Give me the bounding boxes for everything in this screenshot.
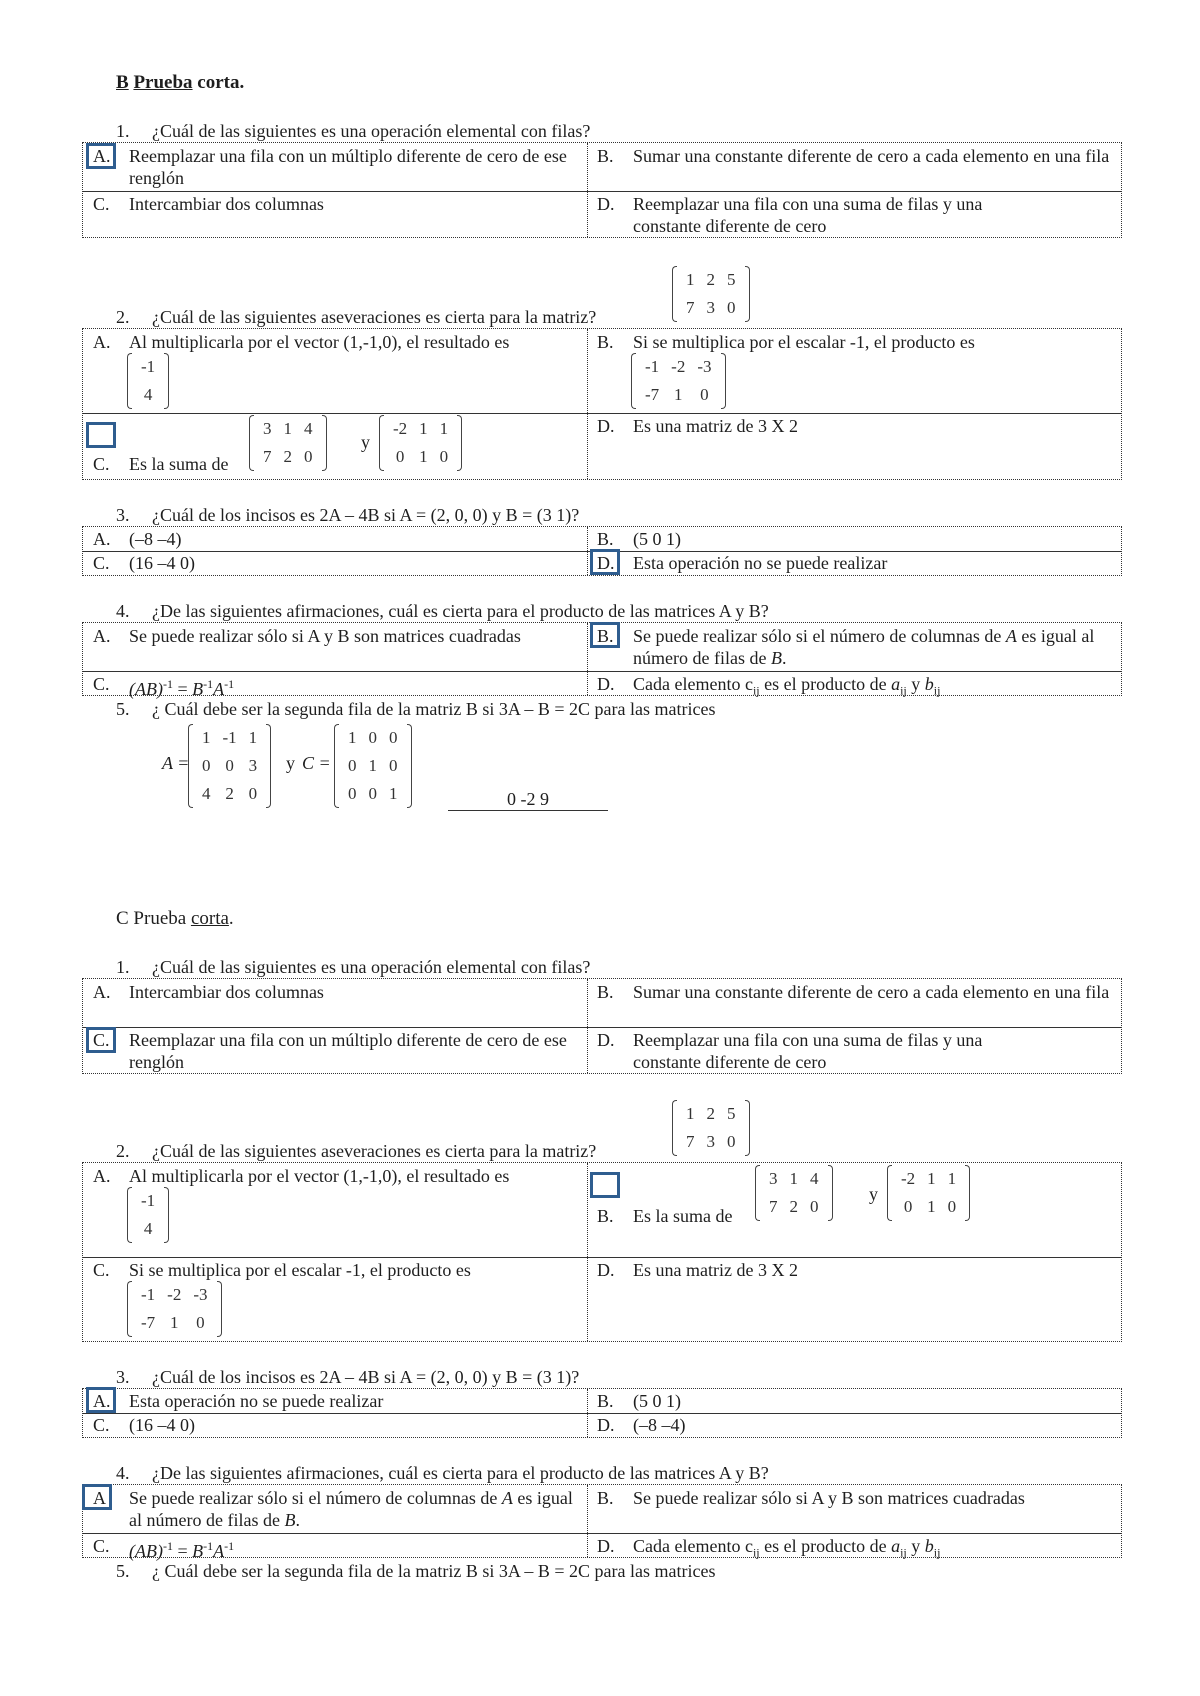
b-q2-b-matrix: -1 -2 -3 -7 1 0 <box>631 353 726 409</box>
answer-mark-c-q4 <box>82 1484 112 1510</box>
c-q2-prompt: 2. ¿Cuál de las siguientes aseveraciones es cierta para la matriz? <box>116 1141 597 1161</box>
b-q4-prompt: 4. ¿De las siguientes afirmaciones, cuál es cierta para el producto de las matrices A y B? <box>116 601 769 621</box>
answer-mark-c-q3 <box>86 1387 116 1413</box>
b-q5-a-label: A = <box>162 753 190 773</box>
b-q1-prompt: 1. ¿Cuál de las siguientes es una operación elemental con filas? <box>116 121 591 141</box>
b-q5-prompt: 5. ¿ Cuál debe ser la segunda fila de la matriz B si 3A – B = 2C para las matrices <box>116 699 716 719</box>
c-q4-prompt: 4. ¿De las siguientes afirmaciones, cuál es cierta para el producto de las matrices A y B? <box>116 1463 769 1483</box>
c-q2-a-vector: -1 4 <box>127 1187 169 1243</box>
b-q2-options: A. Al multiplicarla por el vector (1,-1,0), el resultado es -1 4 B. Si se multiplica por el escalar -1, el producto es -1 -2 -3 -7 1 0 C. Es la suma de 3 1 4 7 2 0 y -2 1 1 0 1 0 D. Es una matriz de 3 X 2 <box>82 328 1122 480</box>
answer-mark-b-q1 <box>86 143 116 169</box>
answer-mark-c-q1 <box>86 1027 116 1053</box>
b-q2-option-b[interactable]: B. Si se multiplica por el escalar -1, el producto es -1 -2 -3 -7 1 0 <box>597 331 1117 411</box>
c-q2-c-matrix: -1 -2 -3 -7 1 0 <box>127 1281 222 1337</box>
b-q2-option-c[interactable]: C. Es la suma de 3 1 4 7 2 0 y -2 1 1 0 1 0 <box>93 415 583 479</box>
c-q1-prompt: 1. ¿Cuál de las siguientes es una operación elemental con filas? <box>116 957 591 977</box>
answer-mark-c-q2 <box>590 1172 620 1198</box>
c-q2-option-b[interactable]: B. Es la suma de 3 1 4 7 2 0 y -2 1 1 0 1 0 <box>597 1165 1117 1253</box>
b-q3-prompt: 3. ¿Cuál de los incisos es 2A – 4B si A = (2, 0, 0) y B = (3 1)? <box>116 505 580 525</box>
b-q5-matrix-c: 1 0 0 0 1 0 0 0 1 <box>334 724 412 808</box>
b-q2-matrix: 1 2 5 7 3 0 <box>672 266 750 322</box>
b-q2-option-a[interactable]: A. Al multiplicarla por el vector (1,-1,0), el resultado es -1 4 <box>93 331 583 411</box>
answer-mark-b-q2 <box>86 422 116 448</box>
c-q2-options: A. Al multiplicarla por el vector (1,-1,0), el resultado es -1 4 B. Es la suma de 3 1 4 7 2 0 y -2 1 1 0 1 0 C. Si se multiplica por el escalar -1, el producto es -1 -2 -3 -7 1 0 D. Es una matriz de 3 X 2 <box>82 1162 1122 1342</box>
b-q3-options: A. (–8 –4) B. (5 0 1) C. (16 –4 0) D. Esta operación no se puede realizar <box>82 526 1122 576</box>
c-q2-b-matrix-2: -2 1 1 0 1 0 <box>887 1165 970 1221</box>
b-q1-options: A. Reemplazar una fila con un múltiplo diferente de cero de ese renglón B. Sumar una constante diferente de cero a cada elemento en una fila C. Intercambiar dos columnas D. Reemplazar una fila con una suma de filas y una constante diferente de cero <box>82 142 1122 238</box>
heading-letter: B <box>116 72 129 93</box>
c-q5-prompt: 5. ¿ Cuál debe ser la segunda fila de la matriz B si 3A – B = 2C para las matrices <box>116 1561 716 1581</box>
c-q2-matrix: 1 2 5 7 3 0 <box>672 1100 750 1156</box>
b-q2-a-vector: -1 4 <box>127 353 169 409</box>
b-q2-c-matrix-2: -2 1 1 0 1 0 <box>379 415 462 471</box>
section-b-heading <box>116 72 244 94</box>
b-q2-c-matrix-1: 3 1 4 7 2 0 <box>249 415 327 471</box>
b-q5-matrix-a: 1 -1 1 0 0 3 4 2 0 <box>188 724 271 808</box>
b-q5-answer[interactable]: 0 -2 9 <box>448 788 608 811</box>
c-q3-options: A. Esta operación no se puede realizar B. (5 0 1) C. (16 –4 0) D. (–8 –4) <box>82 1388 1122 1438</box>
answer-mark-b-q4 <box>590 622 620 648</box>
section-c-heading: C Prueba corta. <box>116 908 234 929</box>
b-q4-options: A. Se puede realizar sólo si A y B son matrices cuadradas B. Se puede realizar sólo si el número de columnas de A es igual al número de filas de B. C. $(AB)^{-1} = B^{-1}A^{-1}$ D. Cada elemento $c_{ij}$ es el producto de $a_{ij}$ y $b_{ij}$ <box>82 622 1122 696</box>
b-q2-prompt: 2. ¿Cuál de las siguientes aseveraciones es cierta para la matriz? <box>116 307 597 327</box>
heading-word: Prueba <box>133 72 193 93</box>
c-q2-option-c[interactable]: C. Si se multiplica por el escalar -1, el producto es -1 -2 -3 -7 1 0 <box>93 1259 583 1339</box>
c-q2-option-a[interactable]: A. Al multiplicarla por el vector (1,-1,0), el resultado es -1 4 <box>93 1165 583 1253</box>
c-q1-options: A. Intercambiar dos columnas B. Sumar una constante diferente de cero a cada elemento en una fila C. Reemplazar una fila con un múltiplo diferente de cero de ese renglón D. Reemplazar una fila con una suma de filas y una constante diferente de cero <box>82 978 1122 1074</box>
answer-mark-b-q3 <box>590 549 620 575</box>
heading-tail: corta. <box>197 72 245 93</box>
c-q2-b-matrix-1: 3 1 4 7 2 0 <box>755 1165 833 1221</box>
b-q5-c-label: C = <box>302 753 331 773</box>
c-q3-prompt: 3. ¿Cuál de los incisos es 2A – 4B si A = (2, 0, 0) y B = (3 1)? <box>116 1367 580 1387</box>
b-q5-y: y <box>286 753 295 773</box>
c-q4-options: A Se puede realizar sólo si el número de columnas de A es igual al número de filas de B. B. Se puede realizar sólo si A y B son matrices cuadradas C. $(AB)^{-1} = B^{-1}A^{-1}$ D. Cada elemento $c_{ij}$ es el producto de $a_{ij}$ y $b_{ij}$ <box>82 1484 1122 1558</box>
